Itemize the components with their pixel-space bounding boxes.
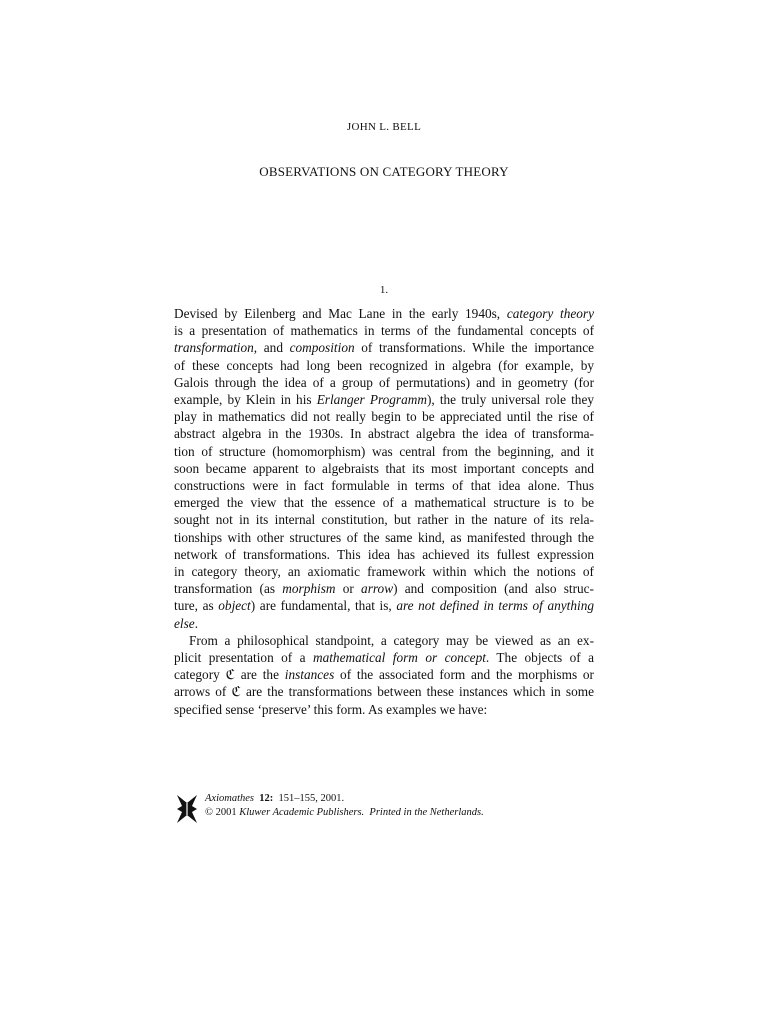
citation-text bbox=[205, 792, 484, 820]
body-line: Devised by Eilenberg and Mac Lane in the early 1940s, category theory bbox=[174, 306, 594, 321]
publisher-logo-icon bbox=[176, 794, 198, 824]
body-line: tionships with other structures of the same kind, as manifested through the bbox=[174, 529, 594, 545]
body-line: emerged the view that the essence of a mathematical structure is to be bbox=[174, 495, 594, 511]
body-line: constructions were in fact formulable in terms of that idea alone. Thus bbox=[174, 478, 594, 494]
author-name: JOHN L. BELL bbox=[346, 121, 422, 133]
body-line: abstract algebra in the 1930s. In abstract algebra the idea of transforma- bbox=[174, 426, 594, 442]
body-line: in category theory, an axiomatic framework within which the notions of bbox=[174, 564, 594, 580]
body-line: example, by Klein in his Erlanger Programm), the truly universal role they bbox=[174, 392, 594, 408]
section-number: 1. bbox=[379, 284, 389, 296]
body-line: transformation (as morphism or arrow) and composition (and also struc- bbox=[174, 581, 594, 597]
body-line: arrows of ℭ are the transformations between these instances which in some bbox=[174, 684, 594, 700]
body-line: From a philosophical standpoint, a category may be viewed as an ex- bbox=[189, 632, 594, 648]
body-line: tion of structure (homomorphism) was central from the beginning, and it bbox=[174, 443, 594, 459]
copyright-line: © 2001 Kluwer Academic Publishers. Printed in the Netherlands. bbox=[205, 807, 484, 818]
body-line: specified sense ‘preserve’ this form. As examples we have: bbox=[174, 701, 488, 717]
body-line: ture, as object) are fundamental, that is, are not defined in terms of anything bbox=[174, 598, 594, 614]
body-line: of these concepts had long been recognized in algebra (for example, by bbox=[174, 357, 594, 373]
body-line: category ℭ are the instances of the associated form and the morphisms or bbox=[174, 667, 594, 683]
body-line: soon became apparent to algebraists that its most important concepts and bbox=[174, 460, 594, 476]
publication-footer bbox=[174, 790, 594, 830]
body-line: transformation, and composition of transformations. While the importance bbox=[174, 340, 595, 356]
article-title: OBSERVATIONS ON CATEGORY THEORY bbox=[259, 164, 509, 179]
body-line: is a presentation of mathematics in terms of the fundamental concepts of bbox=[174, 323, 594, 339]
body-line: play in mathematics did not really begin to be appreciated until the rise of bbox=[174, 409, 594, 425]
body-line: network of transformations. This idea has achieved its fullest expression bbox=[174, 546, 594, 562]
body-line: sought not in its internal constitution, but rather in the nature of its rela- bbox=[174, 512, 594, 528]
citation-line: Axiomathes 12: 151–155, 2001. bbox=[205, 793, 345, 804]
body-line: else. bbox=[174, 615, 199, 631]
body-line: Galois through the idea of a group of permutations) and in geometry (for bbox=[174, 374, 594, 390]
body-text bbox=[174, 305, 594, 718]
body-line: plicit presentation of a mathematical form or concept. The objects of a bbox=[174, 650, 595, 666]
